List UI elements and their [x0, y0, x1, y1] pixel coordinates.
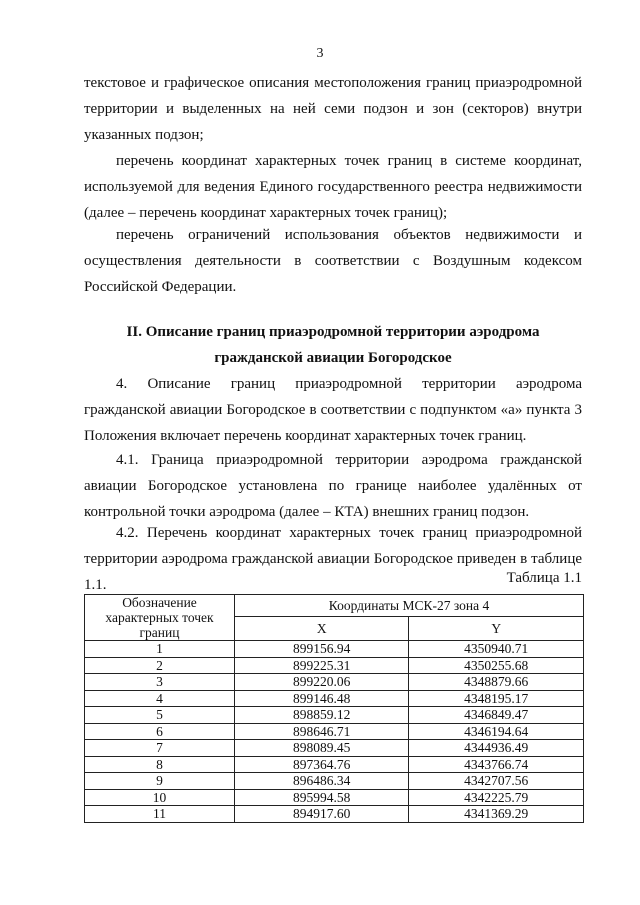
point-number: 10: [85, 789, 235, 806]
x-coordinate: 896486.34: [235, 773, 409, 790]
column-header-point: Обозначение характерных точек границ: [85, 595, 235, 641]
x-coordinate: 899146.48: [235, 690, 409, 707]
x-coordinate: 899220.06: [235, 674, 409, 691]
y-coordinate: 4350940.71: [409, 641, 584, 658]
x-coordinate: 899156.94: [235, 641, 409, 658]
y-coordinate: 4346849.47: [409, 707, 584, 724]
y-coordinate: 4343766.74: [409, 756, 584, 773]
y-coordinate: 4342707.56: [409, 773, 584, 790]
coordinates-table: [84, 594, 584, 823]
table-row: [85, 740, 584, 757]
y-coordinate: 4341369.29: [409, 806, 584, 823]
paragraph-descriptions: текстовое и графическое описания местоположения границ приаэродромной территории и выделенных на ней семи подзон и зон (секторов) внутри указанных подзон;: [84, 75, 582, 143]
point-number: 5: [85, 707, 235, 724]
y-coordinate: 4348195.17: [409, 690, 584, 707]
y-coordinate: 4348879.66: [409, 674, 584, 691]
section-heading-line-1: II. Описание границ приаэродромной территории аэродрома: [126, 324, 540, 340]
column-header-coordinates: Координаты МСК-27 зона 4: [235, 595, 584, 617]
point-number: 2: [85, 657, 235, 674]
table-row: [85, 690, 584, 707]
paragraph-4-1: 4.1. Граница приаэродромной территории аэродрома гражданской авиации Богородское установлена по границе наиболее удалённых от контрольной точки аэродрома (далее – КТА) внешних границ подзон.: [84, 452, 582, 520]
column-header-y: Y: [409, 616, 584, 640]
y-coordinate: 4346194.64: [409, 723, 584, 740]
paragraph-4: 4. Описание границ приаэродромной территории аэродрома гражданской авиации Богородское в соответствии с подпунктом «а» пункта 3 Положения включает перечень координат характерных точек границ.: [84, 376, 582, 444]
x-coordinate: 895994.58: [235, 789, 409, 806]
table-row: [85, 657, 584, 674]
paragraph-restrictions-list: перечень ограничений использования объектов недвижимости и осуществления деятельности в соответствии с Воздушным кодексом Российской Федерации.: [84, 227, 582, 295]
point-number: 9: [85, 773, 235, 790]
x-coordinate: 897364.76: [235, 756, 409, 773]
table-row: [85, 806, 584, 823]
column-header-x: X: [235, 616, 409, 640]
x-coordinate: 894917.60: [235, 806, 409, 823]
point-number: 6: [85, 723, 235, 740]
table-row: [85, 707, 584, 724]
point-number: 11: [85, 806, 235, 823]
x-coordinate: 898646.71: [235, 723, 409, 740]
table-row: [85, 773, 584, 790]
table-row: [85, 756, 584, 773]
section-heading-line-2: гражданской авиации Богородское: [214, 350, 452, 366]
point-number: 8: [85, 756, 235, 773]
x-coordinate: 898089.45: [235, 740, 409, 757]
point-number: 1: [85, 641, 235, 658]
paragraph-4-2: 4.2. Перечень координат характерных точек границ приаэродромной территории аэродрома гражданской авиации Богородское приведен в таблице 1.1.: [84, 525, 582, 593]
y-coordinate: 4344936.49: [409, 740, 584, 757]
point-number: 3: [85, 674, 235, 691]
point-number: 4: [85, 690, 235, 707]
table-row: [85, 789, 584, 806]
x-coordinate: 899225.31: [235, 657, 409, 674]
table-row: [85, 674, 584, 691]
table-caption: Таблица 1.1: [506, 570, 582, 586]
x-coordinate: 898859.12: [235, 707, 409, 724]
point-number: 7: [85, 740, 235, 757]
y-coordinate: 4350255.68: [409, 657, 584, 674]
paragraph-coordinates-list: перечень координат характерных точек границ в системе координат, используемой для ведения Единого государственного реестра недвижимости (далее – перечень координат характерных точек границ);: [84, 153, 582, 221]
page-number: 3: [316, 46, 324, 61]
table-row: [85, 723, 584, 740]
table-row: [85, 641, 584, 658]
y-coordinate: 4342225.79: [409, 789, 584, 806]
